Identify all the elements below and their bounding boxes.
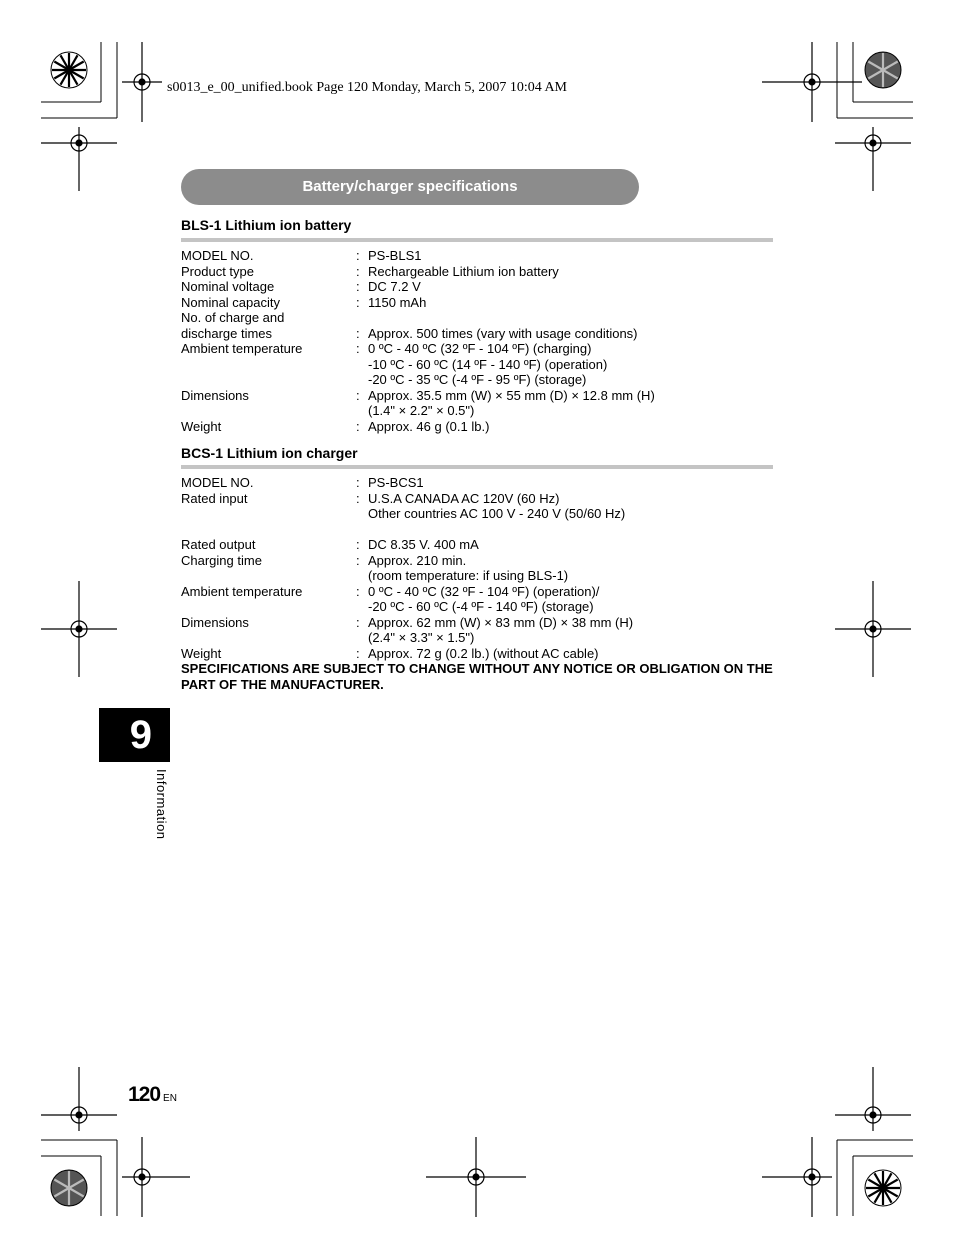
spec-colon: :	[356, 325, 360, 341]
charger-spec-table	[181, 475, 633, 661]
spec-colon	[356, 506, 368, 522]
spec-colon: :	[356, 263, 360, 279]
spec-colon	[356, 372, 368, 388]
spec-colon	[356, 630, 368, 646]
spec-row	[181, 491, 633, 507]
spec-colon: :	[356, 475, 360, 490]
spec-colon	[356, 568, 368, 584]
spec-label: Ambient temperature	[181, 341, 303, 356]
page-number-value: 120	[128, 1083, 161, 1106]
spec-label: Product type	[181, 263, 254, 279]
spec-value: Approx. 46 g (0.1 lb.)	[368, 418, 490, 434]
spec-label	[181, 522, 356, 538]
spec-value: Approx. 35.5 mm (W) × 55 mm (D) × 12.8 mm (H)	[368, 387, 655, 403]
spec-value: Rechargeable Lithium ion battery	[368, 263, 559, 279]
spec-row	[181, 584, 633, 600]
spec-colon: :	[356, 418, 360, 434]
spec-row	[181, 403, 655, 419]
spec-value: 0 ºC - 40 ºC (32 ºF - 104 ºF) (operation)/	[368, 583, 600, 599]
page-title: Battery/charger specifications	[181, 169, 639, 205]
spec-row	[181, 279, 655, 295]
battery-heading: BLS-1 Lithium ion battery	[181, 217, 352, 233]
spec-colon: :	[356, 537, 360, 552]
spec-label: discharge times	[181, 325, 273, 341]
spec-value: DC 8.35 V. 400 mA	[368, 537, 479, 552]
spec-colon	[356, 357, 368, 373]
battery-spec-table	[181, 248, 655, 434]
spec-row	[181, 372, 655, 388]
spec-value	[368, 310, 372, 326]
spec-colon: :	[356, 341, 360, 356]
spec-row	[181, 475, 633, 491]
spec-row	[181, 553, 633, 569]
spec-label: MODEL NO.	[181, 475, 254, 490]
spec-value	[368, 522, 372, 538]
spec-colon: :	[356, 387, 360, 403]
spec-value: -20 ºC - 60 ºC (-4 ºF - 140 ºF) (storage)	[368, 599, 594, 614]
spec-label	[181, 357, 356, 373]
spec-label	[181, 599, 356, 615]
spec-row	[181, 357, 655, 373]
spec-row	[181, 599, 633, 615]
spec-value: -10 ºC - 60 ºC (14 ºF - 140 ºF) (operation)	[368, 356, 608, 372]
print-header: s0013_e_00_unified.book Page 120 Monday, March 5, 2007 10:04 AM	[167, 80, 567, 95]
spec-row	[181, 419, 655, 435]
spec-row	[181, 537, 633, 553]
spec-label: No. of charge and	[181, 310, 285, 325]
spec-value: Approx. 500 times (vary with usage conditions)	[368, 325, 638, 341]
spec-row	[181, 615, 633, 631]
spec-colon	[356, 522, 368, 538]
spec-value: Approx. 62 mm (W) × 83 mm (D) × 38 mm (H)	[368, 614, 634, 630]
spec-value: PS-BLS1	[368, 248, 422, 263]
spec-row	[181, 341, 655, 357]
spec-row	[181, 310, 655, 326]
spec-colon	[356, 403, 368, 419]
spec-value: PS-BCS1	[368, 475, 424, 490]
spec-value: (room temperature: if using BLS-1)	[368, 568, 569, 583]
spec-value: (2.4" × 3.3" × 1.5")	[368, 630, 475, 645]
spec-label: Rated output	[181, 537, 256, 552]
spec-value: Approx. 210 min.	[368, 552, 467, 568]
spec-value: (1.4" × 2.2" × 0.5")	[368, 403, 475, 418]
spec-label	[181, 630, 356, 646]
spec-row	[181, 568, 633, 584]
spec-value: U.S.A CANADA AC 120V (60 Hz)	[368, 490, 560, 506]
spec-label	[181, 506, 356, 522]
battery-divider	[181, 238, 773, 242]
spec-row	[181, 630, 633, 646]
spec-colon: :	[356, 248, 360, 263]
spec-colon: :	[356, 279, 360, 294]
spec-label: Ambient temperature	[181, 583, 303, 599]
spec-row	[181, 506, 633, 522]
specifications-notice: SPECIFICATIONS ARE SUBJECT TO CHANGE WITHOUT ANY NOTICE OR OBLIGATION ON THE PART OF THE MANUFACTURER.	[181, 661, 773, 692]
chapter-label: Information	[154, 769, 169, 840]
spec-label: Charging time	[181, 552, 262, 568]
spec-row	[181, 522, 633, 538]
spec-label: MODEL NO.	[181, 248, 254, 263]
spec-colon	[356, 310, 368, 326]
spec-colon: :	[356, 614, 360, 630]
spec-label	[181, 372, 356, 388]
spec-colon: :	[356, 645, 360, 661]
spec-row	[181, 248, 655, 264]
spec-label: Weight	[181, 418, 222, 434]
spec-colon: :	[356, 583, 360, 599]
spec-label	[181, 568, 356, 584]
spec-colon: :	[356, 490, 360, 506]
page-language: EN	[163, 1093, 177, 1104]
charger-heading: BCS-1 Lithium ion charger	[181, 445, 358, 461]
spec-row	[181, 264, 655, 280]
spec-label: Rated input	[181, 490, 248, 506]
charger-divider	[181, 465, 773, 469]
spec-value: Other countries AC 100 V - 240 V (50/60 Hz)	[368, 506, 626, 521]
spec-colon	[356, 599, 368, 615]
spec-label: Dimensions	[181, 387, 249, 403]
spec-row	[181, 388, 655, 404]
spec-row	[181, 326, 655, 342]
spec-value: 1150 mAh	[368, 294, 427, 310]
spec-label: Nominal capacity	[181, 294, 280, 310]
spec-label: Weight	[181, 645, 222, 661]
spec-value: Approx. 72 g (0.2 lb.) (without AC cable)	[368, 645, 599, 661]
spec-row	[181, 295, 655, 311]
chapter-tab: 9	[99, 708, 170, 762]
spec-value: DC 7.2 V	[368, 279, 421, 294]
spec-colon: :	[356, 294, 360, 310]
spec-colon: :	[356, 552, 360, 568]
spec-label: Dimensions	[181, 614, 249, 630]
spec-label	[181, 403, 356, 419]
spec-row	[181, 646, 633, 662]
page-number	[128, 1083, 177, 1107]
spec-label: Nominal voltage	[181, 279, 275, 294]
spec-value: -20 ºC - 35 ºC (-4 ºF - 95 ºF) (storage)	[368, 372, 587, 387]
spec-value: 0 ºC - 40 ºC (32 ºF - 104 ºF) (charging)	[368, 341, 592, 356]
